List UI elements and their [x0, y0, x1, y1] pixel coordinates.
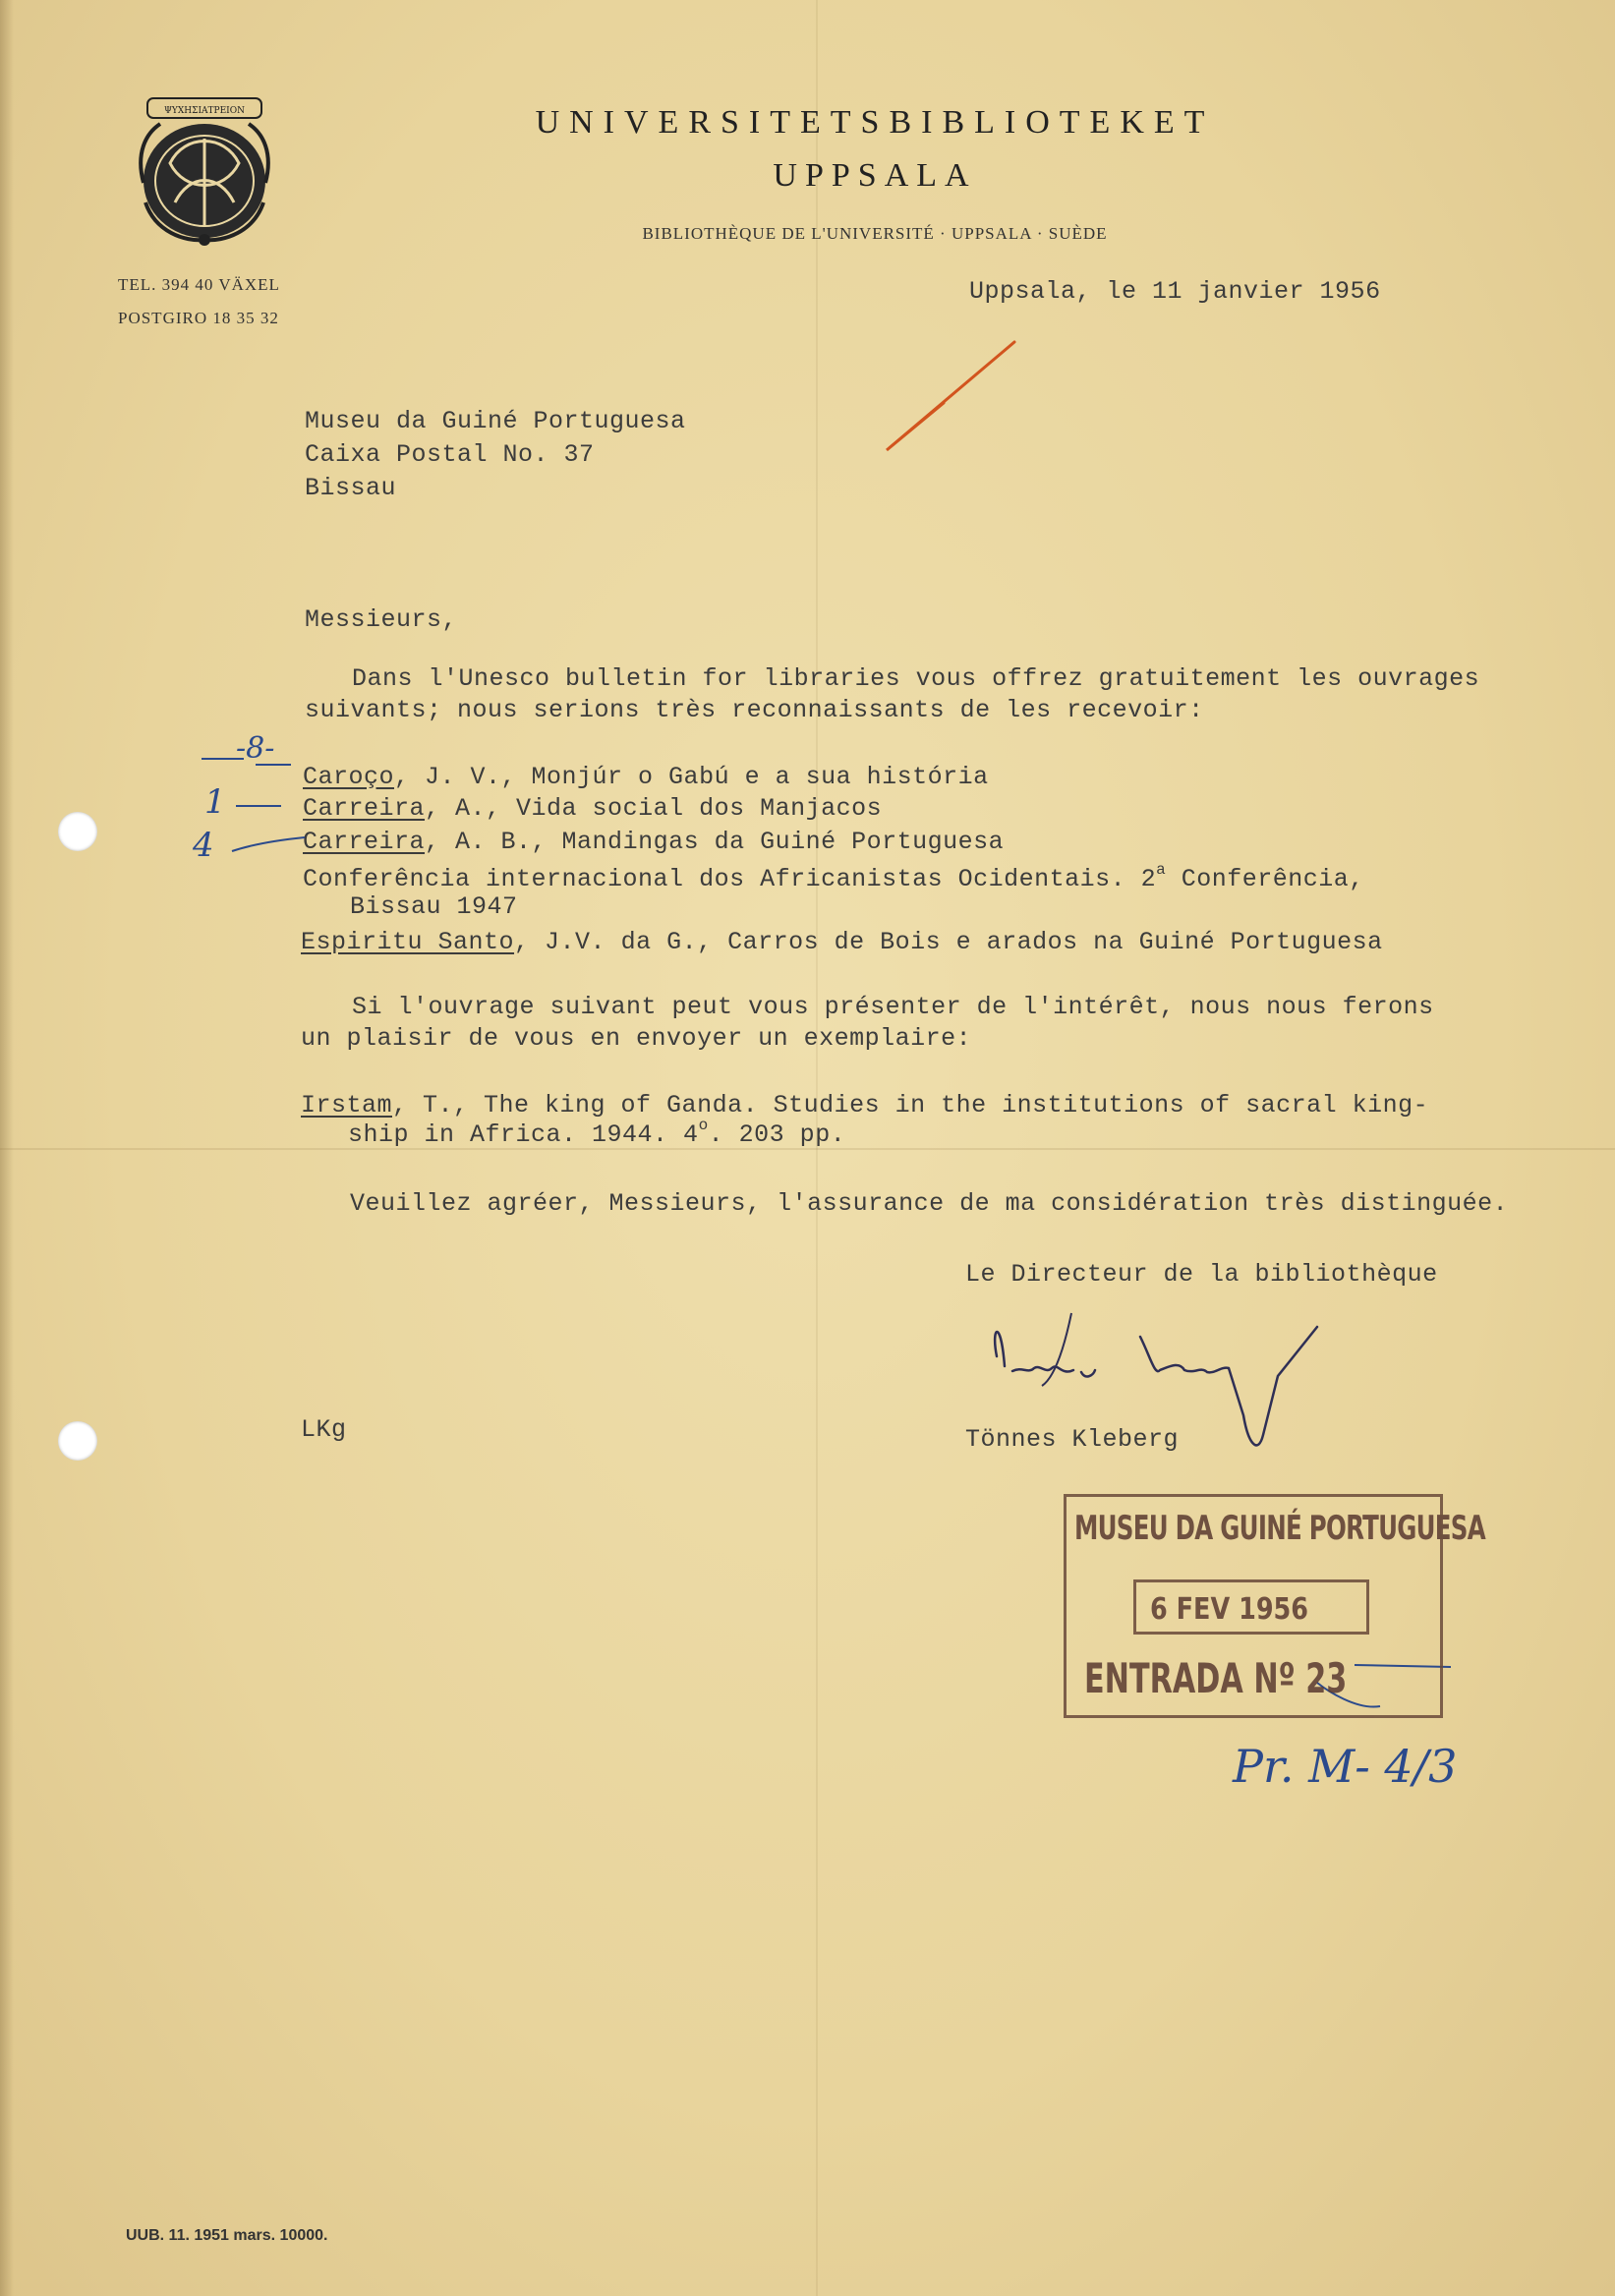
book-details: , A. B., Mandingas da Guiné Portuguesa [425, 828, 1005, 856]
recipient-line: Bissau [305, 474, 397, 502]
signature-title: Le Directeur de la bibliothèque [965, 1260, 1438, 1289]
museum-receipt-stamp [1064, 1494, 1485, 1718]
book-details: , A., Vida social dos Manjacos [425, 794, 883, 823]
book-author: Espiritu Santo [301, 928, 515, 956]
signature-name: Tönnes Kleberg [965, 1425, 1180, 1454]
letterhead-city: UPPSALA [773, 157, 977, 194]
svg-text:ΨΥΧΗΣΙΑΤΡΕΙΟΝ: ΨΥΧΗΣΙΑΤΡΕΙΟΝ [164, 106, 245, 116]
recipient-line: Museu da Guiné Portuguesa [305, 407, 686, 435]
book-details: , J.V. da G., Carros de Bois e arados na Guiné Portuguesa [514, 928, 1383, 956]
offer-paragraph-line: un plaisir de vous en envoyer un exemplaire: [301, 1024, 972, 1053]
margin-dash [232, 837, 305, 851]
book-author: Irstam [301, 1091, 393, 1119]
print-run-footer: UUB. 11. 1951 mars. 10000. [126, 2227, 328, 2244]
letterhead-subtitle: BIBLIOTHÈQUE DE L'UNIVERSITÉ · UPPSALA · SUÈDE [642, 224, 1108, 243]
intro-paragraph-line: Dans l'Unesco bulletin for libraries vous offrez gratuitement les ouvrages [352, 664, 1480, 693]
stamp-date-box [1133, 1579, 1369, 1635]
book-author: Carreira [303, 828, 426, 856]
book-author: Caroço [303, 763, 395, 791]
salutation: Messieurs, [305, 605, 458, 634]
date-line: Uppsala, le 11 janvier 1956 [969, 277, 1381, 306]
stamp-date: 6 FEV 1956 [1150, 1592, 1309, 1627]
book-author: Carreira [303, 794, 426, 823]
book-entry: Conferência internacional dos Africanistas Ocidentais. 2$^a$ Conferência, [303, 861, 1364, 893]
letterhead-phone: TEL. 394 40 VÄXEL [118, 275, 280, 294]
handwritten-quantity: -8- [236, 731, 275, 766]
handwritten-quantity: 1 [204, 782, 226, 822]
offer-book-continuation: ship in Africa. 1944. 4$^o$. 203 pp. [348, 1117, 846, 1149]
stamp-entry-number: ENTRADA Nº 23 [1084, 1654, 1348, 1702]
orange-checkmark-stroke [890, 354, 1001, 447]
handwritten-quantity: 4 [193, 826, 214, 865]
handwritten-reference-note: Pr. M- 4/3 [1233, 1740, 1458, 1793]
book-details: , J. V., Monjúr o Gabú e a sua história [394, 763, 989, 791]
closing-line: Veuillez agréer, Messieurs, l'assurance de ma considération très distinguée. [350, 1189, 1509, 1218]
offer-book-entry: Irstam, T., The king of Ganda. Studies in the institutions of sacral king- [301, 1091, 1429, 1119]
letterhead-institution: UNIVERSITETSBIBLIOTEKET [535, 104, 1215, 141]
typist-initials: LKg [301, 1415, 347, 1444]
signature-flourish [1042, 1313, 1071, 1386]
offer-paragraph-line: Si l'ouvrage suivant peut vous présenter de l'intérêt, nous nous ferons [352, 993, 1434, 1021]
intro-paragraph-line: suivants; nous serions très reconnaissants de les recevoir: [305, 696, 1204, 724]
recipient-line: Caixa Postal No. 37 [305, 440, 595, 469]
book-entry-continuation: Bissau 1947 [350, 892, 518, 921]
letterhead-postgiro: POSTGIRO 18 35 32 [118, 309, 279, 327]
stamp-museum-name: MUSEU DA GUINÉ PORTUGUESA [1074, 1509, 1485, 1548]
